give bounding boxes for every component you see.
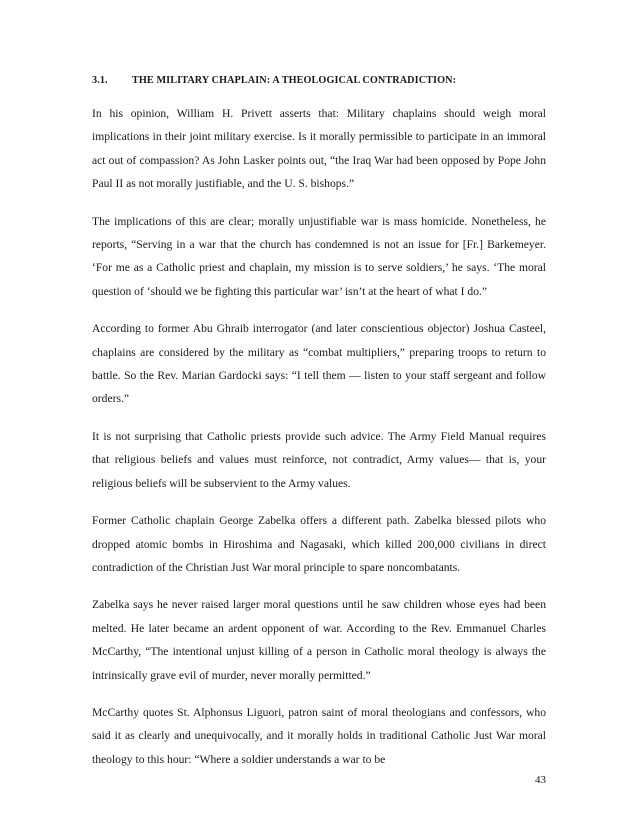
- section-title: THE MILITARY CHAPLAIN: A THEOLOGICAL CONTRADICTION:: [132, 75, 457, 86]
- page-number: 43: [535, 774, 546, 786]
- section-heading: [92, 74, 546, 88]
- paragraph-mccarthy: Zabelka says he never raised larger moral questions until he saw children whose eyes had been melted. He later became an ardent opponent of war. According to the Rev. Emmanuel Charles McCarthy, “The intentional unjust killing of a person in Catholic moral theology is always the intrinsically grave evil of murder, never morally permitted.”: [92, 598, 546, 682]
- section-number: 3.1.: [92, 75, 108, 86]
- paragraph-liguori: McCarthy quotes St. Alphonsus Liguori, patron saint of moral theologians and confessors, who said it as clearly and unequivocally, and it morally holds in traditional Catholic Just War moral theology to this hour: “Where a soldier understands a war to be: [92, 705, 546, 766]
- paragraph-casteel: According to former Abu Ghraib interrogator (and later conscientious objector) Joshua Casteel, chaplains are considered by the military as “combat multipliers,” preparing troops to return to battle. So the Rev. Marian Gardocki says: “I tell them — listen to your staff sergeant and follow orders.”: [92, 322, 546, 406]
- paragraph-field-manual: It is not surprising that Catholic priests provide such advice. The Army Field Manual requires that religious beliefs and values must reinforce, not contradict, Army values— that is, your religious beliefs will be subservient to the Army values.: [92, 429, 546, 490]
- paragraph-implications: The implications of this are clear; morally unjustifiable war is mass homicide. Nonetheless, he reports, “Serving in a war that the church has condemned is not an issue for [Fr.] Barkemeyer. ‘For me as a Catholic priest and chaplain, my mission is to serve soldiers,’ he says. ‘The moral question of ‘should we be fighting this particular war’ isn’t at the heart of what I do.”: [92, 214, 546, 298]
- paragraph-privett: In his opinion, William H. Privett asserts that: Military chaplains should weigh moral implications in their joint military exercise. Is it morally permissible to participate in an immoral act out of compassion? As John Lasker points out, “the Iraq War had been opposed by Pope John Paul II as not morally justifiable, and the U. S. bishops.”: [92, 107, 546, 191]
- page-content: [92, 74, 546, 785]
- paragraph-zabelka: Former Catholic chaplain George Zabelka offers a different path. Zabelka blessed pilots who dropped atomic bombs in Hiroshima and Nagasaki, which killed 200,000 civilians in direct contradiction of the Christian Just War moral principle to spare noncombatants.: [92, 514, 546, 574]
